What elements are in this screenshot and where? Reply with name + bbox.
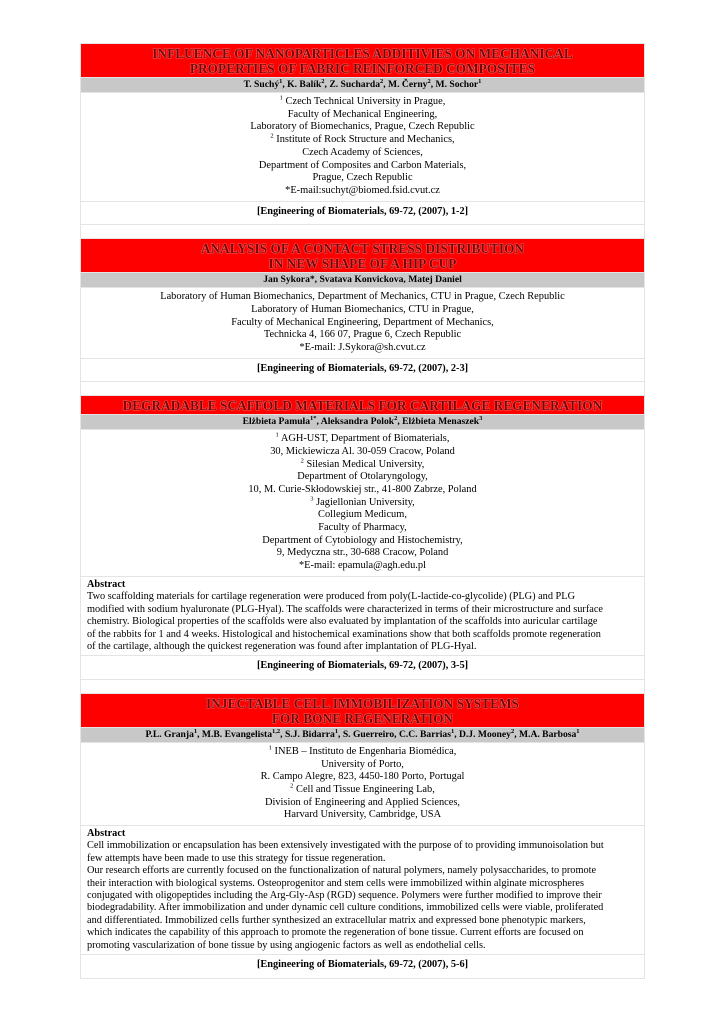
abstract-text-line: of the rabbits for 1 and 4 weeks. Histological and histochemical examinations show that both scaffolds promote regeneration (87, 628, 601, 640)
citation-reference: [Engineering of Biomaterials, 69-72, (2007), 1-2] (81, 202, 644, 225)
affiliation-line (85, 509, 640, 522)
affiliation-line (85, 746, 640, 759)
citation-reference: [Engineering of Biomaterials, 69-72, (2007), 2-3] (81, 359, 644, 382)
section-spacer (81, 225, 644, 238)
affiliation-line (85, 560, 640, 573)
abstract-text-line: Our research efforts are currently focused on the functionalization of natural polymers, namely polysaccharides, to promote (87, 865, 597, 877)
author-name: S.J. Bidarra (284, 728, 335, 740)
affiliation-text: University of Porto, (321, 758, 404, 770)
affiliation-line (85, 433, 640, 446)
article-title (81, 694, 644, 727)
affiliation-text: Faculty of Mechanical Engineering, Department of Mechanics, (231, 316, 494, 328)
affiliation-text: 9, Medyczna str., 30-688 Cracow, Poland (276, 547, 449, 559)
affiliation-line (85, 160, 640, 173)
article-title-line: IN NEW SHAPE OF A HIP CUP (268, 256, 457, 272)
affiliation-mark: 1 (268, 744, 272, 752)
author-affiliation-mark: 1* (310, 414, 317, 422)
affiliation-block (81, 743, 644, 825)
affiliation-text: R. Campo Alegre, 823, 4450-180 Porto, Portugal (260, 771, 465, 783)
affiliation-line (85, 471, 640, 484)
abstract-text-line: Cell immobilization or encapsulation has been extensively investigated with the purpose of to providing immunoisolation but (87, 840, 604, 852)
author-affiliation-mark: 1 (576, 727, 580, 735)
affiliation-line (85, 134, 640, 147)
affiliation-line (85, 96, 640, 109)
author-affiliation-mark: 1 (193, 727, 198, 735)
affiliation-text: INEB – Instituto de Engenharia Biomédica, (274, 745, 457, 757)
affiliation-line (85, 121, 640, 134)
author-affiliation-mark: 3 (479, 414, 483, 422)
affiliation-line (85, 185, 640, 198)
author-affiliation-mark: 1 (334, 727, 339, 735)
affiliation-line (85, 172, 640, 185)
author-affiliation-mark: 2 (321, 77, 325, 85)
affiliation-line (85, 497, 640, 510)
author-name: Elżbieta Pamuła (242, 416, 310, 428)
article-title-line: INJECTABLE CELL IMMOBILIZATION SYSTEMS (206, 695, 519, 711)
affiliation-line (85, 446, 640, 459)
affiliation-line (85, 759, 640, 772)
affiliation-text: Laboratory of Biomechanics, Prague, Czech Republic (250, 121, 475, 133)
affiliation-block (81, 288, 644, 358)
affiliation-text: *E-mail: J.Sykora@sh.cvut.cz (299, 341, 426, 353)
article-title-line: PROPERTIES OF FABRIC REINFORCED COMPOSITES (189, 61, 536, 76)
affiliation-line (85, 809, 640, 822)
affiliation-mark: 3 (310, 495, 314, 503)
abstract-text-line: conjugated with oligopeptides including the Arg-Gly-Asp (RGD) sequence. Polymers were further modified to improve their (87, 890, 602, 902)
author-name: K. Balík (287, 79, 322, 90)
affiliation-text: *E-mail: epamula@agh.edu.pl (298, 560, 426, 572)
author-name: P.L. Granja (145, 728, 194, 740)
affiliation-text: AGH-UST, Department of Biomaterials, (280, 433, 450, 445)
article-title (81, 396, 644, 414)
affiliation-line (85, 459, 640, 472)
author-affiliation-mark: 1 (478, 77, 482, 85)
affiliation-text: Department of Composites and Carbon Materials, (258, 159, 467, 171)
author-list: P.L. Granja$^1$, M.B. Evangelista$^{1,2}$, S.J. Bidarra$^1$, S. Guerreiro, C.C. Barrias$^1$, D.J. Mooney$^2$, M.A. Barbosa$^1$ (81, 728, 644, 742)
affiliation-text: Prague, Czech Republic (312, 172, 413, 184)
author-affiliation-mark: 2 (510, 727, 515, 735)
affiliation-text: Collegium Medicum, (318, 509, 407, 521)
affiliation-text: Faculty of Pharmacy, (318, 522, 407, 534)
document-page (80, 43, 645, 979)
citation-reference: [Engineering of Biomaterials, 69-72, (2007), 3-5] (81, 656, 644, 679)
abstract-text-line: chemistry. Biological properties of the scaffolds were also evaluated by implantation of the scaffolds into auricular cartilage (87, 616, 598, 628)
author-affiliation-mark: 2 (380, 77, 384, 85)
affiliation-text: Division of Engineering and Applied Sciences, (264, 796, 461, 808)
abstract-text-line: biodegradability. After immobilization and under dynamic cell culture conditions, immobilized cells were viable, proliferated (87, 902, 604, 914)
affiliation-text: 10, M. Curie-Skłodowskiej str., 41-800 Zabrze, Poland (248, 483, 477, 495)
affiliation-block (81, 430, 644, 576)
article-title-line: FOR BONE REGENERATION (271, 710, 454, 726)
author-name: D.J. Mooney (458, 728, 511, 740)
affiliation-line (85, 522, 640, 535)
affiliation-line (85, 304, 640, 317)
abstract-heading: Abstract (87, 578, 126, 590)
affiliation-mark: 2 (270, 132, 274, 140)
affiliation-line (85, 329, 640, 342)
affiliation-line (85, 547, 640, 560)
affiliation-mark: 1 (279, 94, 283, 102)
affiliation-line (85, 109, 640, 122)
affiliation-text: Department of Cytobiology and Histochemistry, (262, 534, 463, 546)
author-affiliation-mark: 1 (450, 727, 455, 735)
author-name: Elżbieta Menaszek (402, 416, 480, 428)
abstract-text-line: modified with sodium hyaluronate (PLG-Hyal). The scaffolds were characterized in terms of their microstructure and surface (87, 603, 603, 615)
affiliation-text: 30, Mickiewicza Al. 30-059 Cracow, Poland (270, 445, 455, 457)
affiliation-line (85, 484, 640, 497)
section-spacer (81, 382, 644, 395)
affiliation-text: Department of Otolaryngology, (297, 471, 428, 483)
author-list: Elżbieta Pamuła$^{1*}$, Aleksandra Polok$^2$, Elżbieta Menaszek$^3$ (81, 415, 644, 429)
affiliation-text: Czech Technical University in Prague, (285, 96, 446, 107)
abstract-text-line: which indicates the capability of this approach to promote the regeneration of bone tissue. Current efforts are focused on (87, 927, 584, 939)
author-affiliation-mark: 2 (427, 77, 431, 85)
abstract-text-line: and differentiated. Immobilized cells further synthesized an extracellular matrix and expressed bone phenotypic markers, (87, 914, 586, 926)
abstract-block (81, 577, 644, 655)
article-title (81, 44, 644, 77)
author-name: M.A. Barbosa (519, 728, 577, 740)
author-name: M. Černy (388, 79, 428, 90)
abstract-text-line: Two scaffolding materials for cartilage regeneration were produced from poly(L-lactide-co-glycolide) (PLG) and PLG (87, 591, 576, 603)
author-name: M.B. Evangelista (201, 728, 273, 740)
abstract-heading: Abstract (87, 828, 126, 840)
author-list (81, 273, 644, 287)
author-name: C.C. Barrias (398, 728, 451, 740)
affiliation-block (81, 93, 644, 201)
article-title-line: ANALYSIS OF A CONTACT STRESS DISTRIBUTION (200, 241, 525, 257)
affiliation-text: Harvard University, Cambridge, USA (283, 809, 442, 821)
affiliation-line (85, 342, 640, 355)
author-names: Jan Sykora*, Svatava Konvickova, Matej Daniel (263, 274, 462, 286)
section-spacer (81, 680, 644, 693)
affiliation-line (85, 771, 640, 784)
affiliation-text: Czech Academy of Sciences, (302, 146, 423, 158)
affiliation-line (85, 147, 640, 160)
author-list: T. Suchý$^1$, K. Balík$^2$, Z. Sucharda$^2$, M. Černy$^2$, M. Sochor$^1$ (81, 78, 644, 92)
affiliation-mark: 2 (300, 457, 304, 465)
author-name: Aleksandra Polok (320, 416, 395, 428)
article-title-line: INFLUENCE OF NANOPARTICLES ADDITIVIES ON MECHANICAL (152, 46, 573, 61)
affiliation-line (85, 535, 640, 548)
abstract-text-line: their interaction with biological systems. Osteoprogenitor and stem cells were immobilized within alginate microspheres (87, 877, 584, 889)
affiliation-text: Faculty of Mechanical Engineering, (287, 108, 438, 120)
author-name: M. Sochor (435, 79, 479, 90)
affiliation-text: *E-mail:suchyt@biomed.fsid.cvut.cz (285, 184, 440, 196)
affiliation-mark: 2 (290, 782, 294, 790)
affiliation-text: Cell and Tissue Engineering Lab, (296, 783, 435, 795)
article-title-line: DEGRADABLE SCAFFOLD MATERIALS FOR CARTILAGE REGENERATION (122, 398, 603, 414)
author-name: Z. Sucharda (329, 79, 380, 90)
abstract-text-line: few attempts have been made to use this strategy for tissue regeneration. (87, 852, 386, 864)
author-affiliation-mark: 1 (279, 77, 283, 85)
citation-reference: [Engineering of Biomaterials, 69-72, (2007), 5-6] (81, 955, 644, 978)
affiliation-mark: 1 (275, 431, 279, 439)
author-name: S. Guerreiro (342, 728, 395, 740)
affiliation-text: Technicka 4, 166 07, Prague 6, Czech Republic (263, 329, 462, 341)
affiliation-line (85, 784, 640, 797)
author-affiliation-mark: 1,2 (272, 727, 281, 735)
affiliation-text: Silesian Medical University, (306, 458, 425, 470)
abstract-block (81, 826, 644, 954)
abstract-text-line: promoting vascularization of bone tissue by using angiogenic factors as well as endothelial cells. (87, 939, 486, 951)
affiliation-text: Laboratory of Human Biomechanics, CTU in Prague, (251, 303, 474, 315)
affiliation-line (85, 797, 640, 810)
affiliation-text: Institute of Rock Structure and Mechanics, (276, 134, 455, 146)
article-title (81, 239, 644, 272)
affiliation-text: Jagiellonian University, (316, 496, 415, 508)
affiliation-line (85, 291, 640, 304)
author-name: T. Suchý (243, 79, 280, 90)
abstract-text-line: of the cartilage, although the quickest regeneration was found after implantation of PLG-Hyal. (87, 640, 477, 652)
affiliation-text: Laboratory of Human Biomechanics, Department of Mechanics, CTU in Prague, Czech Republic (160, 291, 565, 303)
affiliation-line (85, 317, 640, 330)
author-affiliation-mark: 2 (394, 414, 398, 422)
